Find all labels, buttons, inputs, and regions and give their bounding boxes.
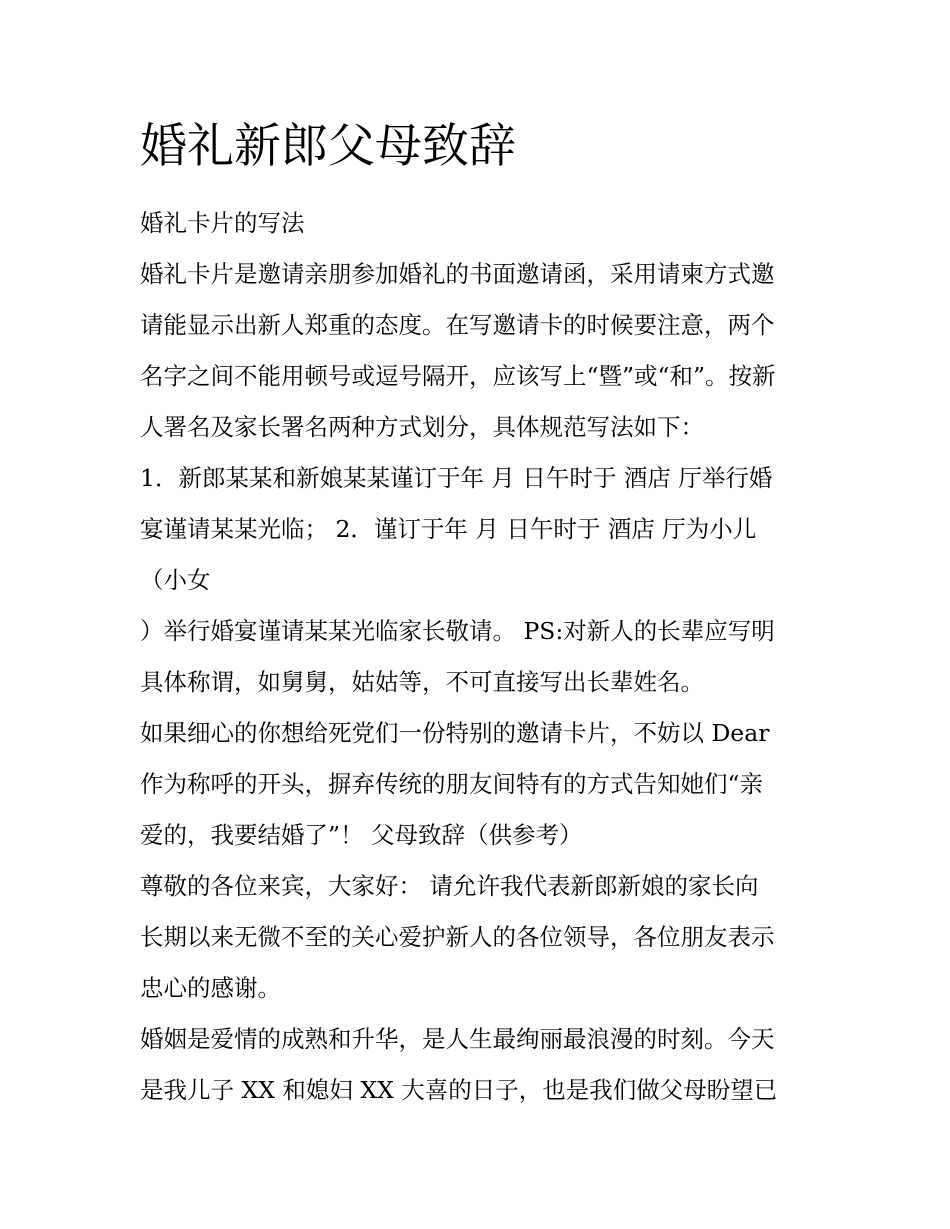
text-line: 名字之间不能用顿号或逗号隔开，应该写上“暨”或“和”。按新: [140, 362, 776, 390]
text-line: 具体称谓，如舅舅，姑姑等，不可直接写出长辈姓名。: [140, 668, 704, 696]
document-title: 婚礼新郎父母致辞: [140, 119, 516, 174]
text-line: 婚礼卡片是邀请亲朋参加婚礼的书面邀请函，采用请柬方式邀: [140, 260, 775, 288]
text-line: 作为称呼的开头，摒弃传统的朋友间特有的方式告知她们“亲: [140, 770, 764, 798]
text-line: 请能显示出新人郑重的态度。在写邀请卡的时候要注意，两个: [140, 311, 775, 339]
text-line: 如果细心的你想给死党们一份特别的邀请卡片，不妨以 Dear: [140, 719, 770, 747]
text-line: 长期以来无微不至的关心爱护新人的各位领导，各位朋友表示: [140, 923, 775, 951]
text-line: ）举行婚宴谨请某某光临家长敬请。 PS:对新人的长辈应写明: [140, 617, 775, 645]
text-line: 尊敬的各位来宾，大家好： 请允许我代表新郎新娘的家长向: [140, 872, 759, 900]
text-line: 婚礼卡片的写法: [140, 209, 305, 237]
text-line: 婚姻是爱情的成熟和升华，是人生最绚丽最浪漫的时刻。今天: [140, 1025, 775, 1053]
text-line: 1．新郎某某和新娘某某谨订于年 月 日午时于 酒店 厅举行婚: [140, 464, 773, 492]
text-line: （小女: [140, 566, 211, 594]
text-line: 忠心的感谢。: [140, 974, 281, 1002]
text-line: 是我儿子 XX 和媳妇 XX 大喜的日子，也是我们做父母盼望已: [140, 1076, 778, 1104]
text-line: 人署名及家长署名两种方式划分，具体规范写法如下：: [140, 413, 704, 441]
text-line: 爱的，我要结婚了”！ 父母致辞（供参考）: [140, 821, 583, 849]
text-line: 宴谨请某某光临； 2．谨订于年 月 日午时于 酒店 厅为小儿: [140, 515, 757, 543]
